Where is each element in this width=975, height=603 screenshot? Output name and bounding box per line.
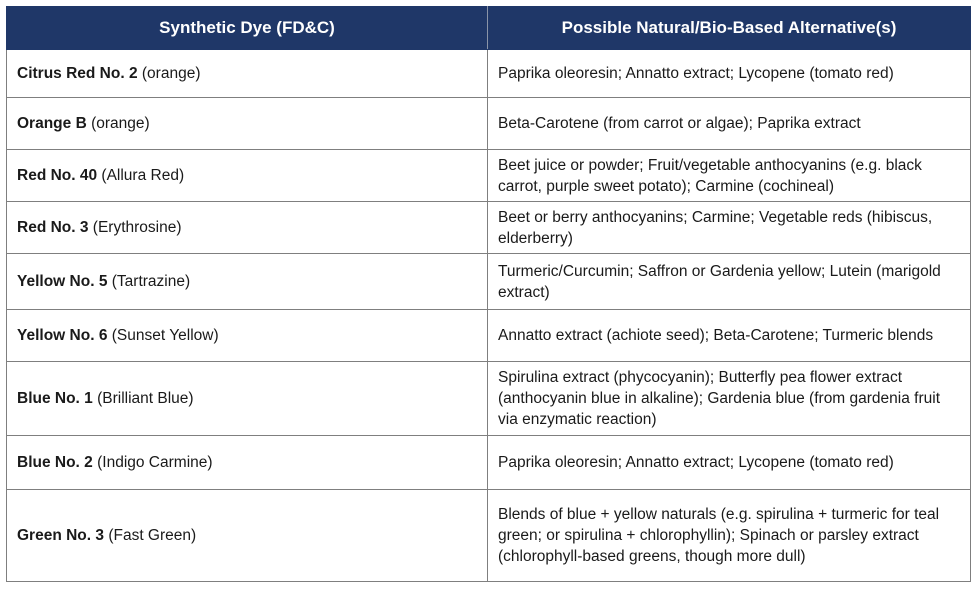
dye-description: (Brilliant Blue) — [97, 390, 194, 407]
table-row — [7, 98, 971, 150]
alternatives-cell: Beet or berry anthocyanins; Carmine; Vegetable reds (hibiscus, elderberry) — [488, 202, 971, 254]
table-row — [7, 50, 971, 98]
header-natural-alternatives: Possible Natural/Bio-Based Alternative(s) — [488, 7, 971, 50]
dye-description: (orange) — [91, 115, 150, 132]
dye-cell — [7, 310, 488, 362]
dye-table-container — [6, 6, 970, 582]
dye-cell — [7, 150, 488, 202]
table-row — [7, 254, 971, 310]
header-row — [7, 7, 971, 50]
dye-name: Blue No. 1 — [17, 390, 93, 407]
dye-name: Green No. 3 — [17, 527, 104, 544]
dye-cell — [7, 436, 488, 490]
alternatives-cell: Turmeric/Curcumin; Saffron or Gardenia yellow; Lutein (marigold extract) — [488, 254, 971, 310]
table-row — [7, 310, 971, 362]
dye-description: (Fast Green) — [108, 527, 197, 544]
dye-description: (Tartrazine) — [111, 273, 191, 290]
alternatives-cell: Beet juice or powder; Fruit/vegetable anthocyanins (e.g. black carrot, purple sweet potato); Carmine (cochineal) — [488, 150, 971, 202]
dye-description: (Sunset Yellow) — [111, 327, 219, 344]
dye-name: Yellow No. 6 — [17, 327, 108, 344]
alternatives-cell: Annatto extract (achiote seed); Beta-Carotene; Turmeric blends — [488, 310, 971, 362]
dye-cell — [7, 50, 488, 98]
alternatives-cell: Spirulina extract (phycocyanin); Butterfly pea flower extract (anthocyanin blue in alkaline); Gardenia blue (from gardenia fruit via enzymatic reaction) — [488, 362, 971, 436]
header-synthetic-dye: Synthetic Dye (FD&C) — [7, 7, 488, 50]
dye-name: Red No. 3 — [17, 219, 89, 236]
table-row — [7, 490, 971, 582]
dye-description: (Allura Red) — [101, 167, 185, 184]
dye-name: Blue No. 2 — [17, 454, 93, 471]
dye-name: Yellow No. 5 — [17, 273, 108, 290]
alternatives-cell: Paprika oleoresin; Annatto extract; Lycopene (tomato red) — [488, 436, 971, 490]
dye-description: (orange) — [141, 65, 201, 82]
dye-cell — [7, 490, 488, 582]
alternatives-cell: Beta-Carotene (from carrot or algae); Paprika extract — [488, 98, 971, 150]
table-row — [7, 436, 971, 490]
table-row — [7, 202, 971, 254]
dye-cell — [7, 98, 488, 150]
dye-description: (Indigo Carmine) — [97, 454, 213, 471]
dye-alternatives-table — [6, 6, 971, 582]
dye-description: (Erythrosine) — [92, 219, 182, 236]
dye-name: Red No. 40 — [17, 167, 98, 184]
dye-cell — [7, 362, 488, 436]
alternatives-cell: Blends of blue + yellow naturals (e.g. spirulina + turmeric for teal green; or spirulina + chlorophyllin); Spinach or parsley extract (chlorophyll-based greens, though more dull) — [488, 490, 971, 582]
dye-cell — [7, 202, 488, 254]
dye-name: Orange B — [17, 115, 87, 132]
dye-cell — [7, 254, 488, 310]
dye-name: Citrus Red No. 2 — [17, 65, 138, 82]
table-row — [7, 150, 971, 202]
table-row — [7, 362, 971, 436]
alternatives-cell: Paprika oleoresin; Annatto extract; Lycopene (tomato red) — [488, 50, 971, 98]
